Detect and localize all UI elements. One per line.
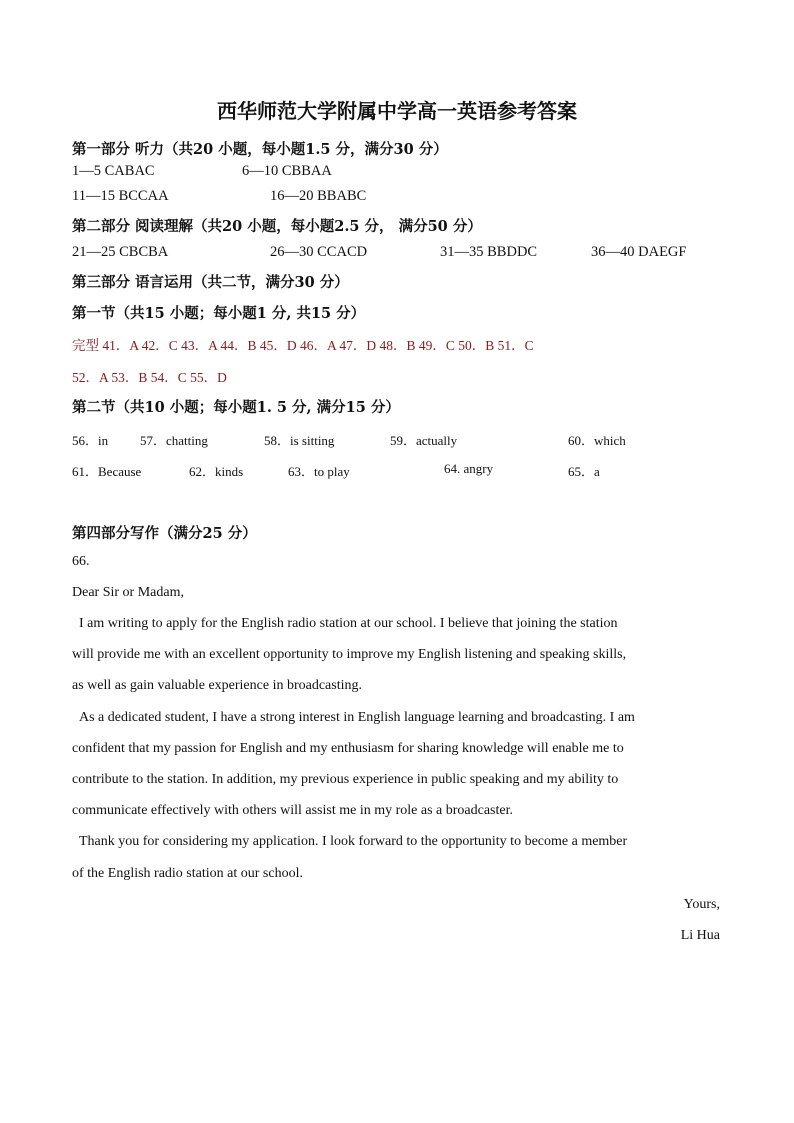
part1-answer: 16—20 BBABC [270, 188, 367, 204]
letter-line: confident that my passion for English and my enthusiasm for sharing knowledge will enable me to [72, 741, 624, 756]
fill-answer: 56．in [72, 433, 109, 448]
part4-heading: 第四部分写作（满分25 分） [72, 525, 257, 542]
part2-answer: 26—30 CCACD [270, 244, 368, 260]
letter-line: Thank you for considering my application. I look forward to the opportunity to become a member [79, 834, 628, 849]
letter-line: contribute to the station. In addition, my previous experience in public speaking and my ability to [72, 772, 619, 787]
part2-answer: 31—35 BBDDC [440, 244, 538, 260]
fill-answer: 65．a [568, 464, 600, 479]
fill-answer: 59．actually [390, 433, 458, 448]
letter-closing: Yours, [683, 897, 720, 912]
fill-answer: 57．chatting [140, 433, 208, 448]
part1-answer: 6—10 CBBAA [242, 163, 332, 179]
part1-answer: 1—5 CABAC [72, 163, 155, 179]
fill-answer: 60．which [568, 433, 626, 448]
part1-answer: 11—15 BCCAA [72, 188, 169, 204]
letter-line: will provide me with an excellent opportunity to improve my English listening and speaking skills, [72, 647, 627, 662]
part2-answer: 21—25 CBCBA [72, 244, 169, 260]
part3-section1-heading: 第一节（共15 小题；每小题1 分, 共15 分） [72, 305, 366, 322]
part2-heading: 第二部分 阅读理解（共20 小题，每小题2.5 分， 满分50 分） [72, 218, 482, 235]
fill-answer: 64. angry [444, 461, 494, 476]
cloze-answers-line1: 完型 41．A 42．C 43．A 44．B 45．D 46．A 47．D 48．B 49．C 50．B 51．C [72, 338, 534, 353]
letter-greeting: Dear Sir or Madam, [72, 585, 184, 600]
part3-heading: 第三部分 语言运用（共二节，满分30 分） [72, 274, 349, 291]
page-title: 西华师范大学附属中学高一英语参考答案 [217, 99, 577, 123]
fill-answer: 62．kinds [189, 464, 244, 479]
letter-line: as well as gain valuable experience in broadcasting. [72, 678, 362, 693]
cloze-answers-line2: 52．A 53．B 54．C 55．D [72, 370, 227, 385]
part1-heading: 第一部分 听力（共20 小题，每小题1.5 分，满分30 分） [72, 141, 448, 158]
part2-answer: 36—40 DAEGF [591, 244, 687, 260]
fill-answer: 63．to play [288, 464, 350, 479]
letter-line: As a dedicated student, I have a strong interest in English language learning and broadcasting. I am [79, 710, 635, 725]
part3-section2-heading: 第二节（共10 小题；每小题1. 5 分, 满分15 分） [72, 399, 400, 416]
question-number: 66. [72, 554, 90, 569]
letter-line: I am writing to apply for the English radio station at our school. I believe that joining the station [79, 616, 618, 631]
letter-signature: Li Hua [680, 928, 720, 943]
fill-answer: 61．Because [72, 464, 142, 479]
letter-line: of the English radio station at our school. [72, 866, 303, 881]
fill-answer: 58．is sitting [264, 433, 335, 448]
letter-line: communicate effectively with others will assist me in my role as a broadcaster. [72, 803, 513, 818]
